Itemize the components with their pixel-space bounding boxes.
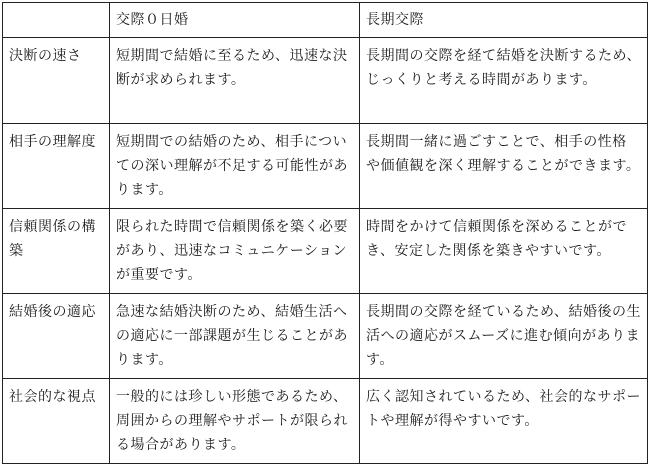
header-cell-empty [3,3,110,38]
table-row [3,209,648,294]
row-label: 相手の理解度 [3,124,110,209]
table-header-row [3,3,648,38]
cell-zero-day: 限られた時間で信頼関係を築く必要があり、迅速なコミュニケーションが重要です。 [110,209,360,294]
table-row [3,379,648,464]
cell-long-term: 長期間の交際を経て結婚を決断するため、じっくりと考える時間があります。 [360,38,648,124]
cell-long-term: 時間をかけて信頼関係を深めることができ、安定した関係を築きやすいです。 [360,209,648,294]
header-cell-zero-day-marriage: 交際０日婚 [110,3,360,38]
header-cell-long-term-dating: 長期交際 [360,3,648,38]
row-label: 信頼関係の構築 [3,209,110,294]
cell-zero-day: 急速な結婚決断のため、結婚生活への適応に一部課題が生じることがあります。 [110,294,360,379]
cell-long-term: 広く認知されているため、社会的なサポートや理解が得やすいです。 [360,379,648,464]
cell-long-term: 長期間の交際を経ているため、結婚後の生活への適応がスムーズに進む傾向があります。 [360,294,648,379]
comparison-table [2,2,648,464]
table-row [3,294,648,379]
cell-zero-day: 短期間での結婚のため、相手についての深い理解が不足する可能性があります。 [110,124,360,209]
cell-zero-day: 短期間で結婚に至るため、迅速な決断が求められます。 [110,38,360,124]
row-label: 決断の速さ [3,38,110,124]
row-label: 結婚後の適応 [3,294,110,379]
cell-long-term: 長期間一緒に過ごすことで、相手の性格や価値観を深く理解することができます。 [360,124,648,209]
cell-zero-day: 一般的には珍しい形態であるため、周囲からの理解やサポートが限られる場合があります。 [110,379,360,464]
table-row [3,124,648,209]
table-row [3,38,648,124]
row-label: 社会的な視点 [3,379,110,464]
